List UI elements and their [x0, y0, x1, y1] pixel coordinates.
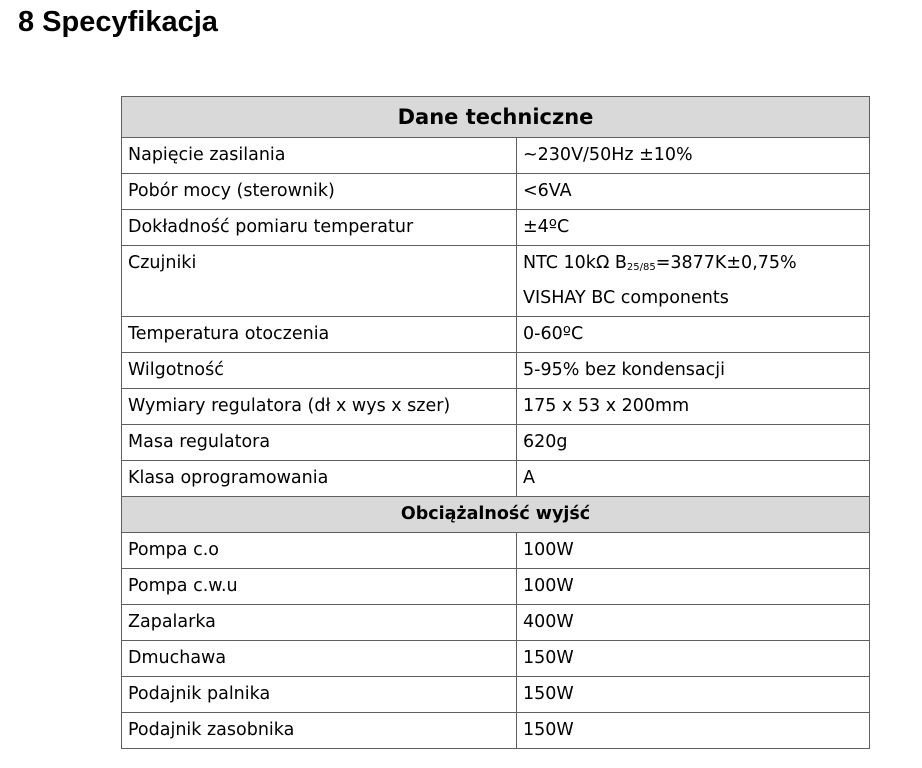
row-value: [517, 246, 870, 317]
row-value: 150W: [517, 713, 870, 749]
table-row: [122, 317, 870, 353]
row-value: 150W: [517, 677, 870, 713]
row-label: Napięcie zasilania: [122, 138, 517, 174]
sensors-value-suffix: =3877K±0,75%: [655, 253, 797, 273]
sensors-value-line2: VISHAY BC components: [523, 288, 729, 308]
table-row: [122, 461, 870, 497]
table-row: [122, 533, 870, 569]
row-value: 100W: [517, 569, 870, 605]
row-value: 5-95% bez kondensacji: [517, 353, 870, 389]
sensors-value-line1: [523, 246, 863, 281]
table-row: [122, 138, 870, 174]
row-label: Pompa c.w.u: [122, 569, 517, 605]
row-label: [122, 246, 517, 317]
table-row: [122, 713, 870, 749]
row-value: 175 x 53 x 200mm: [517, 389, 870, 425]
specification-table: [121, 96, 870, 749]
row-label: Wilgotność: [122, 353, 517, 389]
row-value: 150W: [517, 641, 870, 677]
row-label: Dokładność pomiaru temperatur: [122, 210, 517, 246]
table-row-sensors: [122, 246, 870, 317]
row-value: 620g: [517, 425, 870, 461]
sensors-label: Czujniki: [128, 253, 197, 273]
table-header: Dane techniczne: [122, 97, 870, 138]
row-label: Dmuchawa: [122, 641, 517, 677]
row-label: Pompa c.o: [122, 533, 517, 569]
row-value: ±4ºC: [517, 210, 870, 246]
row-label: Podajnik palnika: [122, 677, 517, 713]
row-value: 100W: [517, 533, 870, 569]
table-row: [122, 641, 870, 677]
row-label: Klasa oprogramowania: [122, 461, 517, 497]
table-row: [122, 353, 870, 389]
table-subheader: Obciążalność wyjść: [122, 497, 870, 533]
row-value: A: [517, 461, 870, 497]
row-value: 400W: [517, 605, 870, 641]
row-value: <6VA: [517, 174, 870, 210]
sensors-value-prefix: NTC 10kΩ B: [523, 253, 627, 273]
row-label: Podajnik zasobnika: [122, 713, 517, 749]
table-row: [122, 425, 870, 461]
row-label: Wymiary regulatora (dł x wys x szer): [122, 389, 517, 425]
table-subheader-row: [122, 497, 870, 533]
table-row: [122, 210, 870, 246]
section-title: 8 Specyfikacja: [18, 6, 218, 38]
row-label: Temperatura otoczenia: [122, 317, 517, 353]
sensors-value-subscript: 25/85: [626, 262, 656, 273]
row-value: ~230V/50Hz ±10%: [517, 138, 870, 174]
table-row: [122, 677, 870, 713]
row-label: Masa regulatora: [122, 425, 517, 461]
table-row: [122, 605, 870, 641]
table-row: [122, 569, 870, 605]
row-label: Pobór mocy (sterownik): [122, 174, 517, 210]
row-label: Zapalarka: [122, 605, 517, 641]
table-row: [122, 174, 870, 210]
row-value: 0-60ºC: [517, 317, 870, 353]
table-header-row: [122, 97, 870, 138]
table-row: [122, 389, 870, 425]
